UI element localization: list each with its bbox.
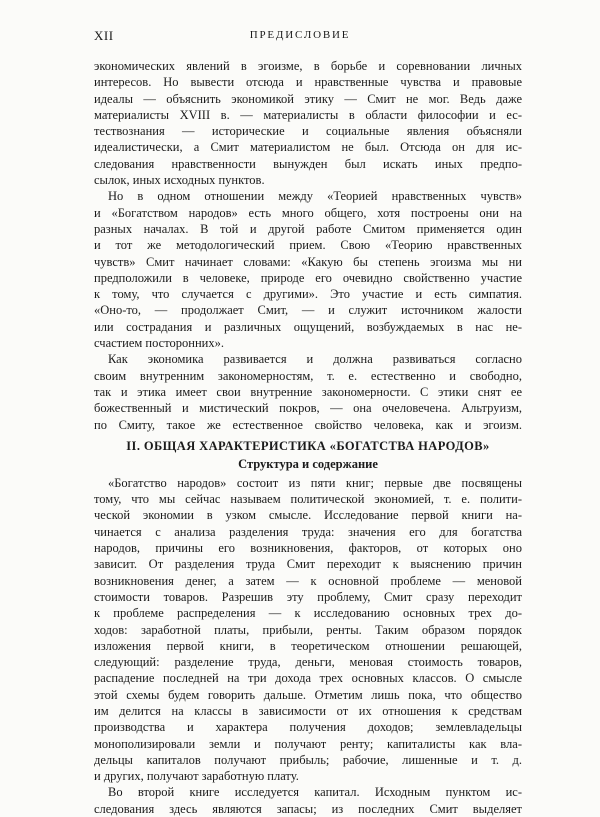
text-line: тому, что мы сейчас называем политической экономией, т. е. полити- (94, 492, 522, 507)
text-line: стоимости товаров. Разрешив эту проблему, Смит сразу переходит (94, 589, 522, 604)
text-line: зависит. От разделения труда Смит переходит к выяснению причин (94, 557, 522, 572)
text-line: ческой экономии в узком смысле. Исследование первой книги на- (94, 508, 522, 523)
text-line: следования здесь являются запасы; из последних Смит выделяет (94, 801, 522, 816)
text-line: им делится на классы в зависимости от их отношения к средствам (94, 703, 522, 718)
text-line: тествознания — исторические и социальные явления объясняли (94, 124, 522, 139)
text-line: следующий: разделение труда, деньги, меновая стоимость товаров, (94, 655, 522, 670)
subsection-title: Структура и содержание (238, 456, 378, 471)
text-line: Как экономика развивается и должна развиваться согласно (108, 352, 522, 367)
text-line: этой схемы будем говорить дальше. Отметим лишь пока, что общество (94, 687, 522, 702)
text-line: Но в одном отношении между «Теорией нравственных чувств» (108, 189, 522, 204)
text-line: к тому, что случается с другими». Это участие и есть симпатия. (94, 287, 522, 302)
text-line: «Богатство народов» состоит из пяти книг; первые две посвящены (108, 475, 522, 490)
text-line: следования нравственности вынужден был искать иных предпо- (94, 156, 522, 171)
text-line: идеалистически, а Смит материалистом не был. Отсюда он для ис- (94, 140, 522, 155)
text-line: к проблеме распределения — к исследованию основных трех до- (94, 606, 522, 621)
text-line: по Смиту, такое же естественное свойство человека, как и эгоизм. (94, 417, 522, 432)
page-number: XII (94, 28, 114, 43)
page-body (94, 58, 522, 817)
text-line: монополизировали земли и получают ренту; капиталисты как вла- (94, 736, 522, 751)
text-line: народов, причины его возникновения, факторов, от которых оно (94, 541, 522, 556)
text-line: производства и характера получения доходов; землевладельцы (94, 720, 522, 735)
text-line: так и этика имеет свои внутренние закономерности. С этики снят ее (94, 384, 522, 399)
text-line: счастием посторонних». (94, 336, 224, 351)
text-line: ходов: заработной платы, прибыли, ренты. Таким образом порядок (94, 622, 522, 637)
section-title: II. ОБЩАЯ ХАРАКТЕРИСТИКА «БОГАТСТВА НАРОДОВ» (126, 438, 490, 453)
text-line: божественный и мистический покров, — она очеловечена. Альтруизм, (94, 401, 522, 416)
text-line: интересов. Но вывести отсюда и нравственные чувства и правовые (94, 75, 522, 90)
text-line: и «Богатством народов» есть много общего, хотя построены они на (94, 205, 522, 220)
text-line: чинается с анализа разделения труда: значения его для богатства (94, 524, 522, 539)
text-line: экономических явлений в эгоизме, в борьбе и соревновании личных (94, 59, 522, 73)
text-line: или сострадания и различных ощущений, возбуждаемых в нас не- (94, 319, 522, 334)
text-line: идеалы — объяснить экономикой этику — Смит не мог. Ведь даже (94, 91, 522, 106)
text-line: Во второй книге исследуется капитал. Исходным пунктом ис- (108, 785, 522, 800)
text-block-intro (94, 58, 522, 433)
page-header (0, 28, 600, 46)
text-line: изложения первой книги, в теоретическом отношении решающей, (94, 638, 522, 653)
text-line: своим внутренним закономерностям, т. е. естественно и свободно, (94, 368, 522, 383)
text-line: и тот же методологический прием. Свою «Теорию нравственных (94, 238, 522, 253)
text-line: распадение последней на три дохода трех основных классов. О смысле (94, 671, 522, 686)
text-line: и других, получают заработную плату. (94, 769, 299, 784)
text-line: сылок, иных исходных пунктов. (94, 173, 265, 188)
text-line: материалисты XVIII в. — материалисты в области философии и ес- (94, 107, 522, 122)
text-line: возникновения денег, а затем — к основной проблеме — меновой (94, 573, 522, 588)
text-line: дельцы капиталов получают прибыль; рабочие, лишенные и т. д. (94, 752, 522, 767)
text-block-structure (94, 475, 522, 817)
running-head: ПРЕДИСЛОВИЕ (249, 29, 351, 41)
text-line: предположили в человеке, природе его очевидно свойственно участие (94, 270, 522, 285)
text-line: «Оно-то, — продолжает Смит, — и служит источником жалости (94, 303, 522, 318)
text-line: разных началах. В той и другой работе Смитом применяется один (94, 221, 522, 236)
text-line: чувств» Смит начинает словами: «Какую бы степень эгоизма мы ни (94, 254, 522, 269)
